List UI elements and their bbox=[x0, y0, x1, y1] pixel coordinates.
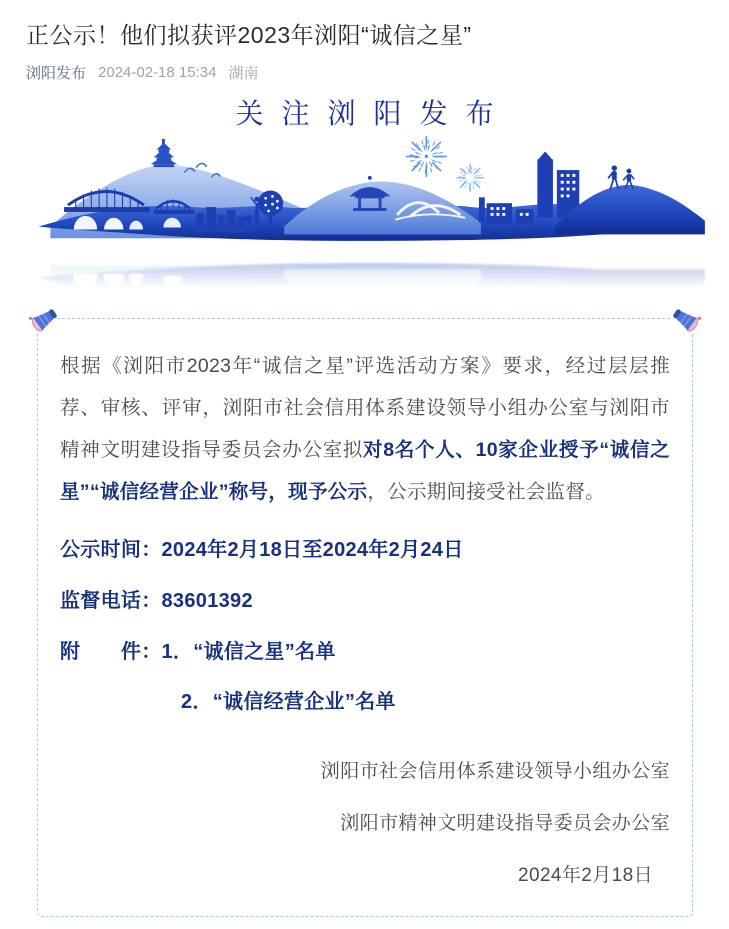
right-hill bbox=[555, 270, 705, 292]
banner-caption: 关注浏阳发布 bbox=[20, 95, 709, 133]
paragraph-emphasis: 对8名个人、10家企业授予“诚信之星”“诚信经营企业”称号，现予公示 bbox=[60, 439, 670, 503]
attachments-line-2: 2．“诚信经营企业”名单 bbox=[181, 688, 670, 716]
publicity-period-line: 公示时间：2024年2月18日至2024年2月24日 bbox=[60, 536, 670, 564]
announcement-card bbox=[37, 318, 693, 917]
megaphone-icon bbox=[28, 304, 60, 336]
paragraph-lead: 根据《浏阳市2023年“诚信之星”评选活动方案》要求，经过层层推荐、审核、评审，浏阳市社会信用体系建设领导小组办公室与浏阳市精神文明建设指导委员会办公室拟 bbox=[60, 355, 670, 461]
city-skyline-art bbox=[20, 257, 709, 292]
signature-date: 2024年2月18日 bbox=[60, 862, 670, 890]
paragraph-tail: ，公示期间接受社会监督。 bbox=[367, 481, 605, 503]
announcement-paragraph bbox=[60, 345, 670, 513]
megaphone-icon bbox=[670, 304, 702, 336]
banner bbox=[20, 95, 709, 292]
signature-block bbox=[60, 758, 670, 890]
account-name[interactable]: 浏阳发布 bbox=[26, 62, 86, 83]
publish-time: 2024-02-18 15:34 bbox=[98, 64, 216, 81]
byline bbox=[26, 62, 703, 83]
article-page bbox=[0, 20, 729, 917]
pagoda-icon bbox=[151, 139, 177, 167]
attachments-line-1: 附 件：1．“诚信之星”名单 bbox=[60, 638, 670, 666]
signature-org-1: 浏阳市社会信用体系建设领导小组办公室 bbox=[60, 758, 670, 786]
city-skyline-art bbox=[20, 135, 709, 247]
banner-reflection bbox=[20, 252, 709, 292]
page-title: 正公示！他们拟获评2023年浏阳“诚信之星” bbox=[26, 20, 703, 50]
fireworks-icon bbox=[406, 136, 484, 192]
publish-region: 湖南 bbox=[228, 62, 258, 83]
signature-org-2: 浏阳市精神文明建设指导委员会办公室 bbox=[60, 810, 670, 838]
supervision-phone-line: 监督电话：83601392 bbox=[60, 587, 670, 615]
banner-illustration bbox=[20, 135, 709, 252]
